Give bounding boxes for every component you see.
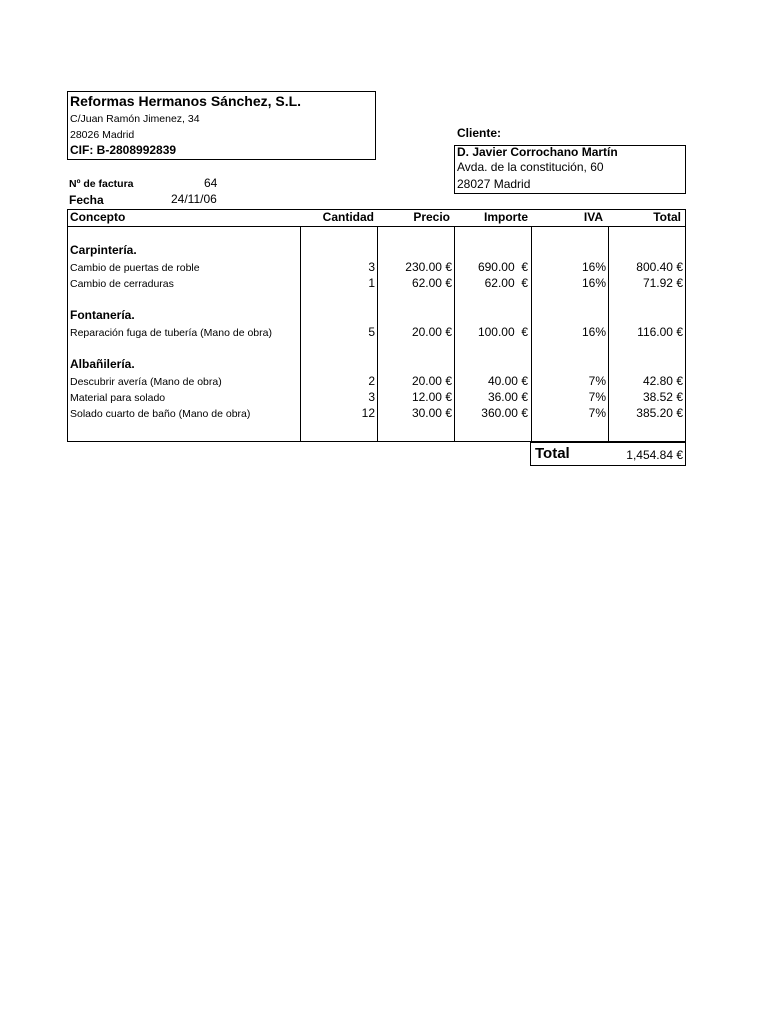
grand-total-label: Total: [535, 445, 570, 462]
table-row-concepto: Material para solado: [70, 392, 166, 404]
table-row-concepto: Solado cuarto de baño (Mano de obra): [70, 408, 251, 420]
company-cif: CIF: B-2808992839: [70, 143, 177, 157]
table-row-iva: 7%: [588, 406, 606, 420]
header-precio: Precio: [413, 210, 450, 224]
table-row-precio: 30.00 €: [411, 406, 452, 420]
company-city: 28026 Madrid: [70, 129, 135, 141]
column-divider: [300, 226, 301, 441]
table-row-total: 38.52 €: [642, 390, 683, 404]
table-row-concepto: Cambio de cerraduras: [70, 278, 174, 290]
table-row-precio: 62.00 €: [411, 276, 452, 290]
section-title-albanileria: Albañilería.: [70, 357, 135, 371]
header-importe: Importe: [483, 210, 528, 224]
table-row-cantidad: 5: [368, 325, 375, 339]
section-title-fontaneria: Fontanería.: [70, 308, 135, 322]
company-info-box: [67, 91, 376, 160]
table-row-total: 71.92 €: [642, 276, 683, 290]
table-row-iva: 7%: [588, 374, 606, 388]
column-divider: [531, 226, 532, 441]
table-row-iva: 16%: [581, 325, 606, 339]
table-row-importe: 100.00 €: [477, 325, 528, 339]
table-row-cantidad: 3: [368, 390, 375, 404]
table-row-importe: 62.00 €: [484, 276, 528, 290]
invoice-date-label: Fecha: [69, 193, 104, 207]
grand-total-box: [530, 442, 686, 466]
header-total: Total: [653, 210, 681, 224]
table-row-precio: 12.00 €: [411, 390, 452, 404]
table-row-total: 116.00 €: [637, 325, 683, 339]
client-address: Avda. de la constitución, 60: [457, 160, 604, 174]
table-row-total: 42.80 €: [642, 374, 683, 388]
table-row-cantidad: 12: [361, 406, 375, 420]
table-row-total: 385.20 €: [636, 406, 683, 420]
table-row-precio: 20.00 €: [411, 374, 452, 388]
grand-total-value: 1,454.84 €: [626, 448, 683, 462]
column-divider: [377, 226, 378, 441]
table-row-importe: 360.00 €: [481, 406, 528, 420]
company-address: C/Juan Ramón Jimenez, 34: [70, 113, 200, 125]
column-divider: [454, 226, 455, 441]
header-concepto: Concepto: [70, 210, 126, 224]
client-info-box: [454, 145, 686, 194]
header-iva: IVA: [583, 210, 603, 224]
column-divider: [608, 226, 609, 441]
table-row-iva: 16%: [581, 260, 606, 274]
table-row-cantidad: 3: [368, 260, 375, 274]
invoice-number: 64: [204, 176, 218, 190]
invoice-date: 24/11/06: [171, 192, 217, 206]
table-row-total: 800.40 €: [636, 260, 683, 274]
client-name: D. Javier Corrochano Martín: [457, 145, 618, 159]
invoice-number-label: Nº de factura: [69, 178, 134, 190]
table-row-precio: 230.00 €: [405, 260, 452, 274]
table-row-importe: 40.00 €: [487, 374, 528, 388]
table-row-precio: 20.00 €: [411, 325, 452, 339]
client-label: Cliente:: [457, 126, 502, 140]
table-row-iva: 16%: [581, 276, 606, 290]
client-city: 28027 Madrid: [457, 177, 531, 191]
table-row-concepto: Reparación fuga de tubería (Mano de obra): [70, 327, 272, 339]
table-row-concepto: Descubrir avería (Mano de obra): [70, 376, 222, 388]
header-cantidad: Cantidad: [322, 210, 374, 224]
table-row-iva: 7%: [588, 390, 606, 404]
section-title-carpinteria: Carpintería.: [70, 243, 137, 257]
company-name: Reformas Hermanos Sánchez, S.L.: [70, 93, 302, 109]
table-row-importe: 36.00 €: [487, 390, 528, 404]
table-row-cantidad: 2: [368, 374, 375, 388]
invoice-table: [67, 209, 686, 442]
table-row-cantidad: 1: [368, 276, 375, 290]
table-row-concepto: Cambio de puertas de roble: [70, 262, 200, 274]
table-row-importe: 690.00 €: [477, 260, 528, 274]
